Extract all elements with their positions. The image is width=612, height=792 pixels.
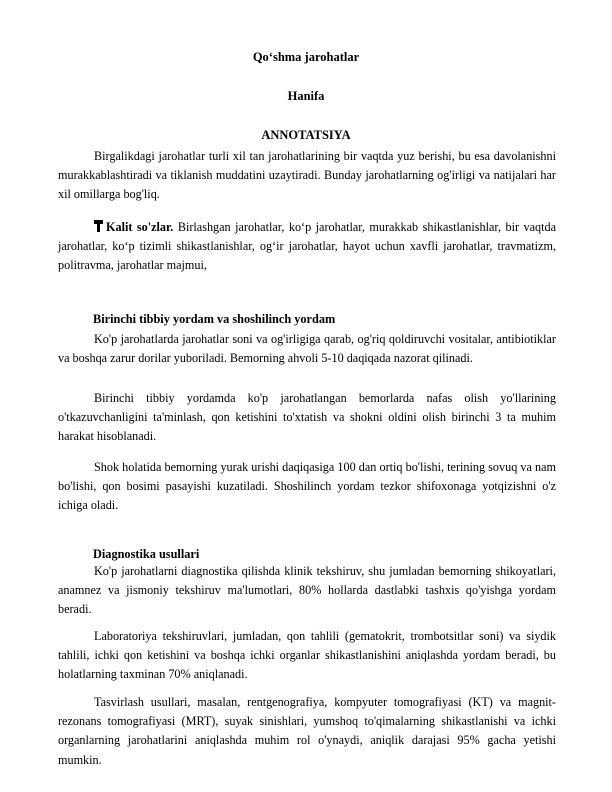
keywords-paragraph: [58, 218, 556, 276]
first-aid-paragraph-3: Shok holatida bemorning yurak urishi daqiqasiga 100 dan ortiq bo'lishi, terining sovuq va nam bo'lishi, qon bosimi pasayishi kuzatiladi. Shoshilinch yordam tezkor shifoxonaga yotqizishni o'z ichiga oladi.: [58, 460, 556, 513]
annotation-heading: ANNOTATSIYA: [261, 128, 351, 142]
section-heading-diagnostics: Diagnostika usullari: [93, 547, 200, 561]
annotation-text: Birgalikdagi jarohatlar turli xil tan jarohatlarining bir vaqtda yuz berishi, bu esa davolanishni murakkablashtiradi va tiklanish muddatini uzaytiradi. Bunday jarohatlarning og'irligi va natijalari har xil omillarga bog'liq.: [58, 149, 556, 202]
diagnostics-paragraph-3: Tasvirlash usullari, masalan, rentgenografiya, kompyuter tomografiyasi (KT) va magnit-rezonans tomografiyasi (MRT), suyak sinishlari, yumshoq to'qimalarning shikastlanishi va ichki organlarning jarohatlarini aniqlashda muhim rol o'ynaydi, aniqlik darajasi 95% gacha yetishi mumkin.: [58, 695, 556, 767]
section-heading-first-aid: Birinchi tibbiy yordam va shoshilinch yordam: [93, 312, 336, 326]
first-aid-paragraph-2: Birinchi tibbiy yordamda ko'p jarohatlangan bemorlarda nafas olish yo'llarining o'tkazuvchanligini ta'minlash, qon ketishini to'xtatish va shokni oldini olish birinchi 3 ta muhim harakat hisoblanadi.: [58, 391, 556, 444]
keywords-text: Birlashgan jarohatlar, ko‘p jarohatlar, murakkab shikastlanishlar, bir vaqtda jarohatlar, ko‘p tizimli shikastlanishlar, og‘ir jarohatlar, hayot uchun xavfli jarohatlar, travmatizm, politravma, jarohatlar majmui,: [58, 220, 556, 273]
diagnostics-paragraph-2: Laboratoriya tekshiruvlari, jumladan, qon tahlili (gematokrit, trombotsitlar soni) va siydik tahlili, ichki qon ketishini va boshqa ichki organlar shikastlanishini aniqlashda yordam beradi, bu holatlarning taxminan 70% aniqlanadi.: [58, 629, 556, 682]
keywords-label: Kalit so'zlar.: [106, 220, 174, 234]
diagnostics-paragraph-1: Ko'p jarohatlarni diagnostika qilishda klinik tekshiruv, shu jumladan bemorning shikoyatlari, anamnez va jismoniy tekshiruv ma'lumotlari, 80% hollarda dastlabki tashxis qo'yishga yordam beradi.: [58, 564, 556, 617]
first-aid-paragraph-1: Ko'p jarohatlarda jarohatlar soni va og'irligiga qarab, og'riq qoldiruvchi vositalar, antibiotiklar va boshqa zarur dorilar yuboriladi. Bemorning ahvoli 5-10 daqiqada nazorat qilinadi.: [58, 332, 556, 366]
annotation-heading-line: [0, 126, 612, 145]
pin-icon: [94, 220, 103, 232]
author-name: Hanifa: [287, 89, 325, 103]
document-title: Qo‘shma jarohatlar: [252, 50, 360, 64]
